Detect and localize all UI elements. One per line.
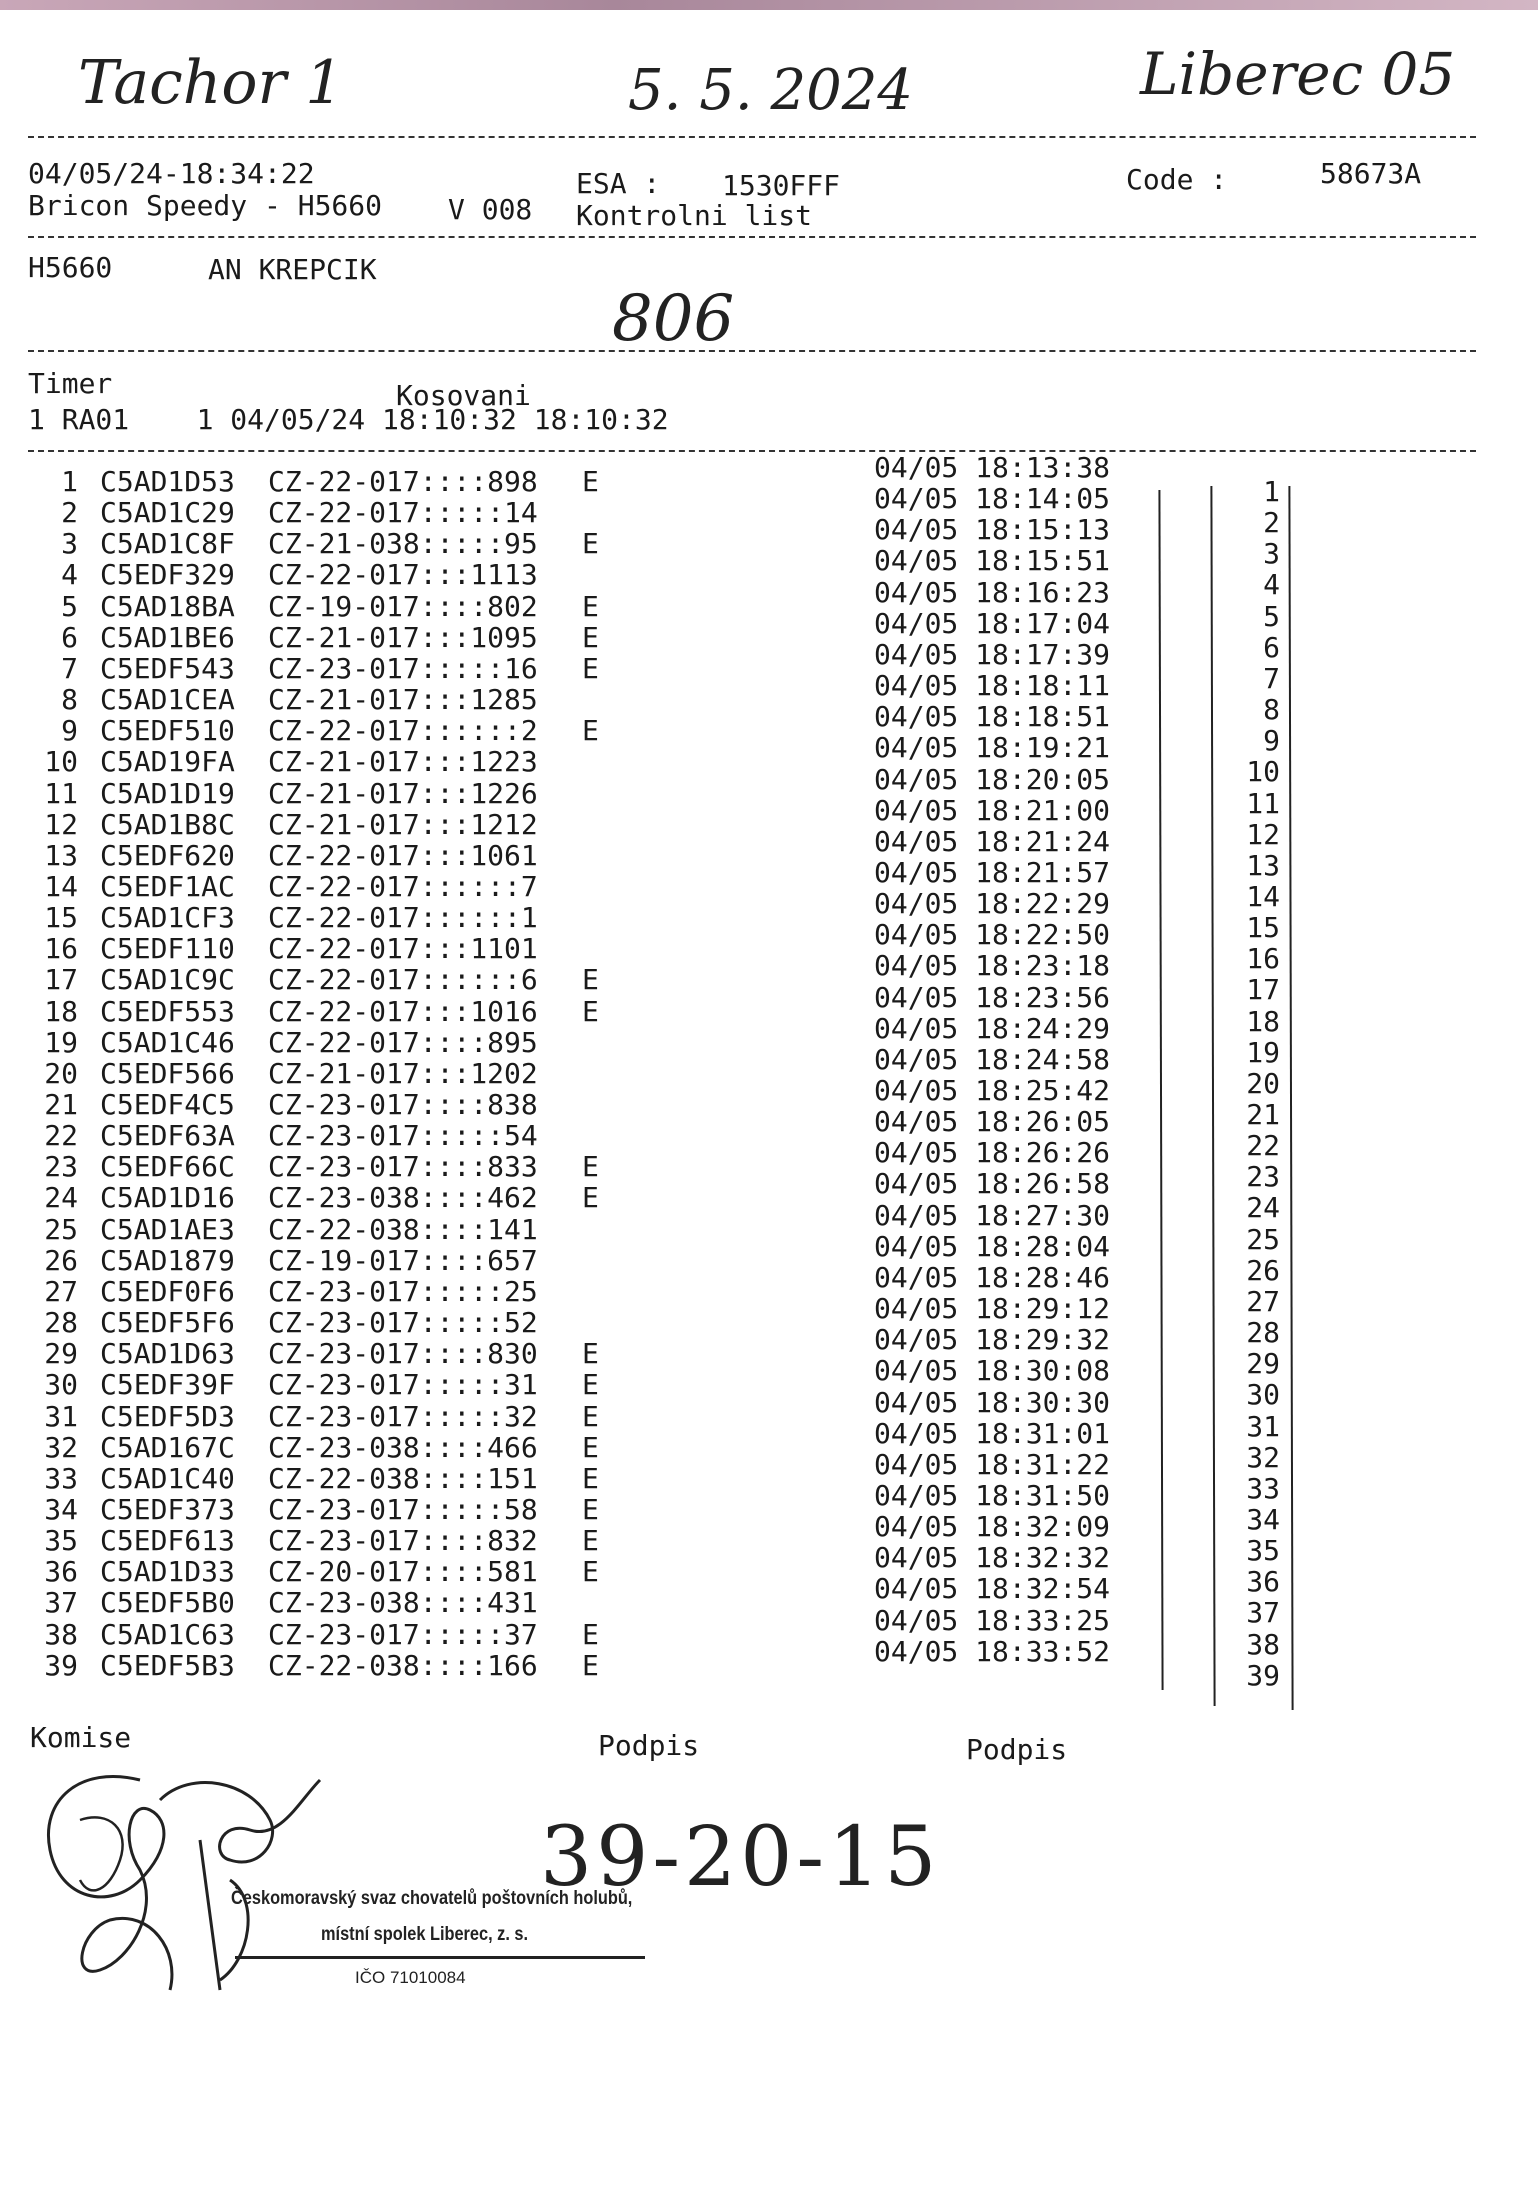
ring-number: CZ-21-017:::1212 [268, 807, 538, 841]
code-value: 58673A [1320, 157, 1422, 190]
arrival-time: 04/05 18:33:25 [874, 1603, 1111, 1637]
row-index: 34 [44, 1492, 78, 1526]
chip-id: C5AD1CEA [100, 683, 235, 717]
handwritten-liberec: Liberec 05 [1140, 40, 1456, 108]
chip-id: C5EDF5B0 [100, 1586, 235, 1620]
handwritten-tachor: Tachor 1 [78, 48, 344, 118]
row-index: 35 [44, 1524, 78, 1558]
chip-id: C5AD1D19 [100, 776, 235, 810]
e-flag: E [582, 1648, 599, 1682]
handwritten-result: 39-20-15 [540, 1810, 941, 1905]
arrival-time: 04/05 18:27:30 [874, 1198, 1111, 1232]
e-flag: E [582, 527, 599, 561]
position-number: 36 [1246, 1565, 1280, 1599]
chip-id: C5AD1D16 [100, 1181, 235, 1215]
ring-number: CZ-22-038::::141 [268, 1212, 538, 1246]
row-index: 32 [44, 1430, 78, 1464]
podpis-label-1: Podpis [598, 1729, 700, 1762]
e-flag: E [582, 994, 599, 1028]
position-number: 10 [1246, 755, 1280, 789]
chip-id: C5EDF566 [100, 1056, 235, 1090]
arrival-time: 04/05 18:16:23 [874, 575, 1111, 609]
arrival-time: 04/05 18:18:11 [874, 669, 1111, 703]
position-number: 33 [1246, 1471, 1280, 1505]
position-number: 32 [1246, 1440, 1280, 1474]
arrival-time: 04/05 18:28:04 [874, 1229, 1111, 1263]
chip-id: C5EDF110 [100, 932, 235, 966]
ring-number: CZ-23-038::::466 [268, 1430, 538, 1464]
row-index: 39 [44, 1648, 78, 1682]
e-flag: E [582, 1492, 599, 1526]
owner-name: AN KREPCIK [208, 253, 377, 286]
ring-number: CZ-21-038:::::95 [268, 527, 538, 561]
arrival-time: 04/05 18:19:21 [874, 731, 1111, 765]
list-title: Kontrolni list [576, 199, 813, 232]
arrival-time: 04/05 18:31:50 [874, 1478, 1111, 1512]
position-number: 39 [1246, 1658, 1280, 1692]
chip-id: C5AD1C40 [100, 1461, 235, 1495]
e-flag: E [582, 620, 599, 654]
arrival-time: 04/05 18:23:56 [874, 980, 1111, 1014]
arrival-time: 04/05 18:23:18 [874, 949, 1111, 983]
komise-label: Komise [30, 1721, 132, 1754]
row-index: 5 [61, 589, 78, 623]
row-index: 10 [44, 745, 78, 779]
position-number: 16 [1246, 942, 1280, 976]
row-index: 28 [44, 1306, 78, 1340]
e-flag: E [582, 1461, 599, 1495]
arrival-time: 04/05 18:28:46 [874, 1260, 1111, 1294]
row-index: 33 [44, 1461, 78, 1495]
chip-id: C5AD1D53 [100, 465, 235, 498]
e-flag: E [582, 465, 599, 498]
arrival-time: 04/05 18:26:58 [874, 1167, 1111, 1201]
row-index: 26 [44, 1243, 78, 1277]
position-number: 21 [1246, 1098, 1280, 1131]
chip-id: C5AD1AE3 [100, 1212, 235, 1246]
row-index: 30 [44, 1368, 78, 1402]
ring-number: CZ-23-017:::::25 [268, 1274, 538, 1308]
arrival-time: 04/05 18:29:12 [874, 1292, 1111, 1326]
row-index: 25 [44, 1212, 78, 1246]
ring-number: CZ-23-017::::830 [268, 1337, 538, 1371]
chip-id: C5EDF1AC [100, 869, 235, 903]
row-index: 15 [44, 901, 78, 935]
chip-id: C5EDF613 [100, 1524, 235, 1558]
row-index: 6 [61, 620, 78, 654]
separator-2 [28, 236, 1476, 238]
position-number: 1 [1263, 475, 1280, 508]
esa-label: ESA : [576, 167, 661, 200]
ring-number: CZ-23-017:::::32 [268, 1399, 538, 1433]
e-flag: E [582, 1150, 599, 1184]
ring-number: CZ-22-017::::::7 [268, 869, 538, 903]
ring-number: CZ-23-038::::462 [268, 1181, 538, 1215]
chip-id: C5EDF0F6 [100, 1274, 235, 1308]
ring-number: CZ-23-017::::832 [268, 1524, 538, 1558]
separator-3 [28, 350, 1476, 352]
e-flag: E [582, 1181, 599, 1215]
ring-number: CZ-23-017:::::58 [268, 1492, 538, 1526]
photo-top-edge [0, 0, 1538, 10]
position-number: 6 [1263, 630, 1280, 664]
row-index: 29 [44, 1337, 78, 1371]
ring-number: CZ-22-017::::898 [268, 465, 538, 498]
row-index: 20 [44, 1056, 78, 1090]
separator-4 [28, 450, 1476, 452]
arrival-time: 04/05 18:20:05 [874, 762, 1111, 796]
ring-number: CZ-23-017::::833 [268, 1150, 538, 1184]
arrival-time: 04/05 18:33:52 [874, 1634, 1111, 1668]
position-number: 27 [1246, 1284, 1280, 1318]
row-index: 24 [44, 1181, 78, 1215]
position-number: 24 [1246, 1191, 1280, 1225]
chip-id: C5AD1C63 [100, 1617, 235, 1651]
row-index: 19 [44, 1025, 78, 1059]
row-index: 21 [44, 1088, 78, 1121]
position-number: 30 [1246, 1378, 1280, 1412]
chip-id: C5EDF4C5 [100, 1088, 235, 1121]
e-flag: E [582, 1430, 599, 1464]
ring-number: CZ-23-038::::431 [268, 1586, 538, 1620]
position-number: 2 [1263, 506, 1280, 540]
row-index: 11 [44, 776, 78, 810]
ring-number: CZ-22-017::::::6 [268, 963, 538, 997]
chip-id: C5AD18BA [100, 589, 235, 623]
position-number: 25 [1246, 1222, 1280, 1256]
position-number: 28 [1246, 1316, 1280, 1350]
chip-id: C5EDF5F6 [100, 1306, 235, 1340]
position-number: 5 [1263, 599, 1280, 633]
ring-number: CZ-23-017:::::37 [268, 1617, 538, 1651]
ring-number: CZ-22-017::::::2 [268, 714, 538, 748]
ring-number: CZ-22-017:::1101 [268, 932, 538, 966]
chip-id: C5AD1B8C [100, 807, 235, 841]
position-number: 14 [1246, 879, 1280, 913]
chip-id: C5AD1BE6 [100, 620, 235, 654]
e-flag: E [582, 651, 599, 685]
stamp-rule [235, 1956, 645, 1959]
position-number: 26 [1246, 1253, 1280, 1287]
arrival-time: 04/05 18:17:39 [874, 637, 1111, 671]
row-index: 7 [61, 651, 78, 685]
row-index: 17 [44, 963, 78, 997]
row-index: 8 [61, 683, 78, 717]
ring-number: CZ-23-017:::::54 [268, 1119, 538, 1153]
row-index: 23 [44, 1150, 78, 1184]
arrival-time: 04/05 18:22:29 [874, 887, 1111, 921]
e-flag: E [582, 963, 599, 997]
row-index: 13 [44, 838, 78, 872]
device-version: V 008 [448, 193, 533, 226]
arrival-time: 04/05 18:26:05 [874, 1105, 1111, 1139]
arrival-time: 04/05 18:31:22 [874, 1447, 1111, 1481]
position-number: 9 [1263, 724, 1280, 758]
ring-number: CZ-22-017:::1113 [268, 558, 538, 592]
ring-number: CZ-20-017::::581 [268, 1555, 538, 1589]
ring-number: CZ-22-038::::151 [268, 1461, 538, 1495]
kosovani-label: Kosovani [396, 379, 531, 412]
arrival-time: 04/05 18:32:32 [874, 1541, 1111, 1575]
ring-number: CZ-21-017:::1226 [268, 776, 538, 810]
row-index: 1 [61, 465, 78, 498]
chip-id: C5EDF63A [100, 1119, 235, 1153]
ring-number: CZ-19-017::::802 [268, 589, 538, 623]
ring-number: CZ-22-017:::1016 [268, 994, 538, 1028]
chip-id: C5EDF66C [100, 1150, 235, 1184]
position-number: 35 [1246, 1534, 1280, 1568]
position-number: 38 [1246, 1627, 1280, 1661]
arrival-time: 04/05 18:21:00 [874, 793, 1111, 827]
ring-number: CZ-22-017::::::1 [268, 901, 538, 935]
stamp-line-2: místní spolek Liberec, z. s. [321, 1924, 529, 1945]
e-flag: E [582, 1368, 599, 1402]
ring-number: CZ-22-017::::895 [268, 1025, 538, 1059]
row-index: 38 [44, 1617, 78, 1651]
ring-number: CZ-21-017:::1095 [268, 620, 538, 654]
position-number: 29 [1246, 1347, 1280, 1381]
podpis-label-2: Podpis [966, 1733, 1068, 1766]
position-number: 31 [1246, 1409, 1280, 1443]
row-index: 3 [61, 527, 78, 561]
position-number: 23 [1246, 1160, 1280, 1194]
chip-id: C5EDF510 [100, 714, 235, 748]
row-index: 2 [61, 496, 78, 530]
ring-number: CZ-21-017:::1202 [268, 1056, 538, 1090]
row-index: 16 [44, 932, 78, 966]
arrival-time: 04/05 18:18:51 [874, 700, 1111, 734]
chip-id: C5AD1C46 [100, 1025, 235, 1059]
row-index: 31 [44, 1399, 78, 1433]
chip-id: C5AD1879 [100, 1243, 235, 1277]
arrival-time: 04/05 18:22:50 [874, 918, 1111, 952]
chip-id: C5AD1CF3 [100, 901, 235, 935]
arrival-time: 04/05 18:30:08 [874, 1354, 1111, 1388]
position-number: 20 [1246, 1066, 1280, 1100]
position-number: 17 [1246, 973, 1280, 1007]
position-number: 34 [1246, 1502, 1280, 1536]
chip-id: C5AD1C29 [100, 496, 235, 530]
ring-number: CZ-21-017:::1285 [268, 683, 538, 717]
chip-id: C5AD1D63 [100, 1337, 235, 1371]
arrival-time: 04/05 18:24:58 [874, 1042, 1111, 1076]
arrival-time: 04/05 18:24:29 [874, 1011, 1111, 1045]
chip-id: C5EDF373 [100, 1492, 235, 1526]
ring-number: CZ-22-017:::::14 [268, 496, 538, 530]
e-flag: E [582, 589, 599, 623]
chip-id: C5AD19FA [100, 745, 235, 779]
position-number: 3 [1263, 537, 1280, 571]
row-index: 9 [61, 714, 78, 748]
row-index: 14 [44, 869, 78, 903]
row-index: 37 [44, 1586, 78, 1620]
owner-id: H5660 [28, 251, 113, 284]
arrival-time: 04/05 18:32:54 [874, 1572, 1111, 1606]
chip-id: C5EDF620 [100, 838, 235, 872]
position-number: 7 [1263, 661, 1280, 695]
row-index: 18 [44, 994, 78, 1028]
arrival-time: 04/05 18:25:42 [874, 1074, 1111, 1107]
print-timestamp: 04/05/24-18:34:22 [28, 157, 315, 190]
chip-id: C5EDF329 [100, 558, 235, 592]
chip-id: C5AD1D33 [100, 1555, 235, 1589]
e-flag: E [582, 1617, 599, 1651]
arrival-time: 04/05 18:15:13 [874, 513, 1111, 547]
ring-number: CZ-23-017:::::52 [268, 1306, 538, 1340]
chip-id: C5EDF5D3 [100, 1399, 235, 1433]
position-number: 12 [1246, 817, 1280, 851]
ring-number: CZ-23-017::::838 [268, 1088, 538, 1121]
arrival-time: 04/05 18:32:09 [874, 1510, 1111, 1544]
stamp-line-1: Českomoravský svaz chovatelů poštovních holubů, [231, 1888, 633, 1909]
ring-number: CZ-21-017:::1223 [268, 745, 538, 779]
row-index: 36 [44, 1555, 78, 1589]
e-flag: E [582, 1524, 599, 1558]
row-index: 4 [61, 558, 78, 592]
arrival-time: 04/05 18:30:30 [874, 1385, 1111, 1419]
timer-label: Timer [28, 367, 113, 400]
chip-id: C5AD1C9C [100, 963, 235, 997]
position-number: 18 [1246, 1004, 1280, 1038]
code-label: Code : [1126, 163, 1228, 196]
position-number: 11 [1246, 786, 1280, 820]
e-flag: E [582, 1399, 599, 1433]
position-number: 13 [1246, 848, 1280, 882]
position-number: 22 [1246, 1129, 1280, 1163]
arrival-time: 04/05 18:13:38 [874, 451, 1111, 484]
chip-id: C5AD1C8F [100, 527, 235, 561]
position-number: 4 [1263, 568, 1280, 602]
arrival-time: 04/05 18:17:04 [874, 606, 1111, 640]
chip-id: C5EDF543 [100, 651, 235, 685]
handwritten-806: 806 [612, 282, 735, 356]
arrival-time: 04/05 18:21:24 [874, 824, 1111, 858]
timer-line: 1 RA01 1 04/05/24 18:10:32 18:10:32 [28, 403, 669, 436]
ring-number: CZ-23-017:::::31 [268, 1368, 538, 1402]
separator-1 [28, 136, 1476, 138]
arrival-time: 04/05 18:26:26 [874, 1136, 1111, 1170]
chip-id: C5EDF553 [100, 994, 235, 1028]
position-number: 8 [1263, 693, 1280, 727]
row-index: 22 [44, 1119, 78, 1153]
handwritten-date: 5. 5. 2024 [628, 58, 913, 123]
position-number: 19 [1246, 1035, 1280, 1069]
device-name: Bricon Speedy - H5660 [28, 189, 383, 222]
position-number: 37 [1246, 1596, 1280, 1630]
chip-id: C5EDF39F [100, 1368, 235, 1402]
ring-number: CZ-19-017::::657 [268, 1243, 538, 1277]
arrival-time: 04/05 18:15:51 [874, 544, 1111, 578]
esa-value: 1530FFF [722, 169, 841, 202]
arrival-time: 04/05 18:31:01 [874, 1416, 1111, 1450]
ring-number: CZ-23-017:::::16 [268, 651, 538, 685]
e-flag: E [582, 714, 599, 748]
row-index: 27 [44, 1274, 78, 1308]
stamp-line-3: IČO 71010084 [355, 1968, 466, 1987]
chip-id: C5AD167C [100, 1430, 235, 1464]
position-number: 15 [1246, 911, 1280, 945]
e-flag: E [582, 1555, 599, 1589]
row-index: 12 [44, 807, 78, 841]
ring-number: CZ-22-038::::166 [268, 1648, 538, 1682]
chip-id: C5EDF5B3 [100, 1648, 235, 1682]
e-flag: E [582, 1337, 599, 1371]
arrival-time: 04/05 18:14:05 [874, 482, 1111, 516]
arrival-time: 04/05 18:21:57 [874, 855, 1111, 889]
arrival-time: 04/05 18:29:32 [874, 1323, 1111, 1357]
ring-number: CZ-22-017:::1061 [268, 838, 538, 872]
